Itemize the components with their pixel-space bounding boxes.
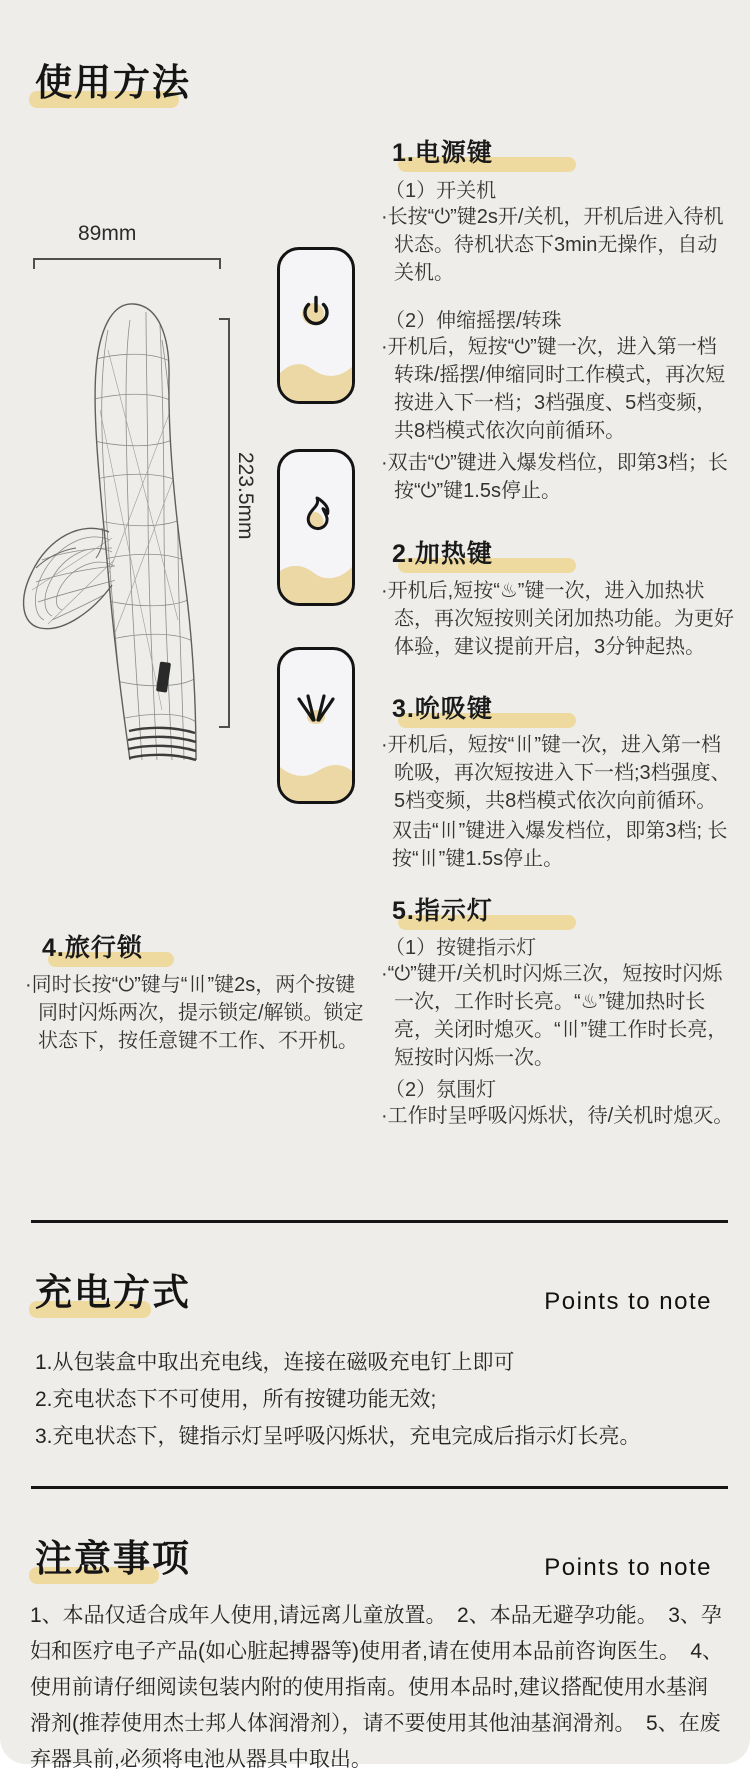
instruction-paragraph: ·开机后,短按“♨”键一次，进入加热状态，再次短按则关闭加热功能。为更好体验，建议提前开启，3分钟起热。 — [381, 580, 734, 658]
instruction-paragraph: ·开机后，短按“〣”键一次，进入第一档吮吸，再次短按进入下一档;3档强度、5档变频，共8档模式依次向前循环。 — [381, 734, 731, 812]
instruction-paragraph: ·双击“⏻”键进入爆发档位，即第3档；长按“⏻”键1.5s停止。 — [381, 452, 728, 502]
precautions-note-label: Points to note — [544, 1554, 712, 1581]
page-title: 使用方法 — [35, 52, 191, 106]
section-heading-heat: 2.加热键 — [392, 534, 493, 570]
heat-button-card — [277, 449, 355, 606]
instruction-paragraph: 双击“〣”键进入爆发档位，即第3档; 长按“〣”键1.5s停止。 — [392, 820, 728, 870]
sand-wave-decoration — [280, 749, 352, 801]
section-heading-power: 1.电源键 — [392, 133, 493, 169]
section-heading-indicator: 5.指示灯 — [392, 891, 493, 927]
width-dimension-bracket — [33, 258, 221, 269]
section-heading-travel-lock: 4.旅行锁 — [42, 928, 143, 964]
flame-icon — [296, 494, 336, 538]
charging-steps-list — [35, 1344, 725, 1455]
section-divider — [31, 1486, 728, 1489]
charging-step: 3.充电状态下，键指示灯呈呼吸闪烁状，充电完成后指示灯长亮。 — [35, 1425, 641, 1448]
height-dimension-label: 223.5mm — [234, 452, 257, 540]
power-button-card — [277, 247, 355, 404]
sub-heading-ambient-light: （2）氛围灯 — [385, 1079, 497, 1101]
width-dimension-label: 89mm — [78, 222, 137, 245]
instruction-paragraph: ·“⏻”键开/关机时闪烁三次，短按时闪烁一次，工作时长亮。“♨”键加热时长亮，关闭时熄灭。“〣”键工作时长亮，短按时闪烁一次。 — [381, 963, 728, 1069]
instruction-paragraph: ·工作时呈呼吸闪烁状，待/关机时熄灭。 — [381, 1105, 734, 1127]
charging-note-label: Points to note — [544, 1288, 712, 1315]
sand-wave-decoration — [280, 349, 352, 401]
charging-step: 1.从包装盒中取出充电线，连接在磁吸充电钉上即可 — [35, 1351, 515, 1374]
instruction-paragraph: ·同时长按“⏻”键与“〣”键2s，两个按键同时闪烁两次，提示锁定/解锁。锁定状态下，按任意键不工作、不开机。 — [25, 974, 364, 1052]
sub-heading-power-switch: （1）开关机 — [385, 180, 497, 202]
sand-wave-decoration — [280, 551, 352, 603]
sub-heading-power-modes: （2）伸缩摇摆/转珠 — [385, 310, 562, 332]
device-wireframe-illustration — [12, 290, 232, 765]
suction-button-card — [277, 647, 355, 804]
instruction-paragraph: ·长按“⏻”键2s开/关机，开机后进入待机状态。待机状态下3min无操作，自动关机。 — [381, 206, 724, 284]
power-icon — [296, 292, 336, 332]
sub-heading-key-indicator: （1）按键指示灯 — [385, 937, 537, 959]
section-heading-suction: 3.吮吸键 — [392, 689, 493, 725]
precautions-title: 注意事项 — [35, 1528, 191, 1582]
precautions-text: 1、本品仅适合成年人使用,请远离儿童放置。 2、本品无避孕功能。 3、孕妇和医疗电子产品(如心脏起搏器等)使用者,请在使用本品前咨询医生。 4、使用前请仔细阅读包装内附的使用指南。使用本品时,建议搭配使用水基润滑剂(推荐使用杰士邦人体润滑剂），请不要使用其他油基润滑剂。 5、在废弃器具前,必须将电池从器具中取出。 — [30, 1604, 723, 1771]
charging-step: 2.充电状态下不可使用，所有按键功能无效; — [35, 1388, 437, 1411]
instruction-paragraph: ·开机后，短按“⏻”键一次，进入第一档转珠/摇摆/伸缩同时工作模式，再次短按进入下一档；3档强度、5档变频，共8档模式依次向前循环。 — [381, 336, 726, 442]
charging-title: 充电方式 — [35, 1262, 191, 1316]
section-divider — [31, 1220, 728, 1223]
suction-icon — [294, 692, 338, 728]
